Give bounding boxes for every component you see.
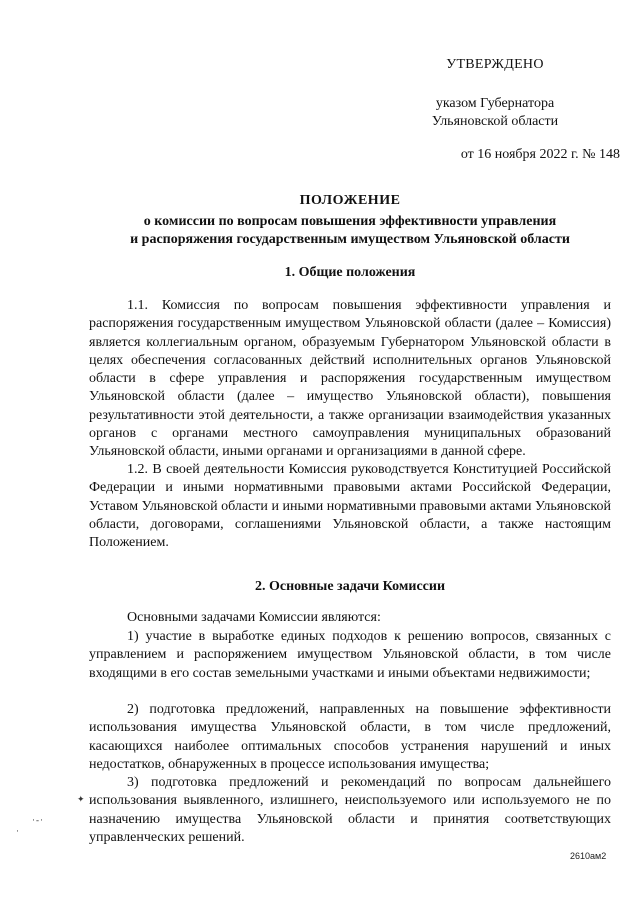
paragraph-1-2: 1.2. В своей деятельности Комиссия руководствуется Конституцией Российской Федерации и иными нормативными правовыми актами Российской Федерации, Уставом Ульяновской области и иными нормативными правовыми актами Ульяновской области, договорами, соглашениями Ульяновской области, а также настоящим Положением. xyxy=(89,462,611,551)
scan-mark: · xyxy=(16,826,19,836)
approval-authority xyxy=(380,95,610,131)
document-subtitle-line1: о комиссии по вопросам повышения эффективности управления xyxy=(143,214,557,229)
section-2-heading: 2. Основные задачи Комиссии xyxy=(254,579,446,594)
section-1-heading: 1. Общие положения xyxy=(284,265,416,280)
footer-document-code: 2610ам2 xyxy=(570,851,607,861)
approval-date: от 16 ноября 2022 г. № 148 xyxy=(460,147,620,162)
document-title: ПОЛОЖЕНИЕ xyxy=(299,193,401,208)
approval-stamp-title: УТВЕРЖДЕНО xyxy=(446,57,544,72)
task-item-3: 3) подготовка предложений и рекомендаций по вопросам дальнейшего использования выявленного, излишнего, неиспользуемого или используемого не по назначению имущества Ульяновской области и принятия соответствующих управленческих решений. xyxy=(89,775,611,845)
approval-region-line: Ульяновской области xyxy=(431,114,559,129)
paragraph-1-1: 1.1. Комиссия по вопросам повышения эффективности управления и распоряжения государственным имуществом Ульяновской области (далее – Комиссия) является коллегиальным органом, образуемым Губернатором Ульяновской области в целях обеспечения согласованных действий исполнительных органов Ульяновской области в сфере управления и распоряжения государственным имуществом Ульяновской области (далее – имущество Ульяновской области), повышения результативности этой деятельности, а также организации взаимодействия указанных органов с органами местного самоуправления муниципальных образований Ульяновской области, иными органами и организациями в данной сфере. xyxy=(89,298,611,460)
task-item-2: 2) подготовка предложений, направленных на повышение эффективности использования имущества Ульяновской области, в том числе предложений, касающихся наиболее оптимальных способов устранения нарушений и иных недостатков, обнаруженных в процессе использования имущества; xyxy=(89,702,611,772)
tasks-intro: Основными задачами Комиссии являются: xyxy=(127,610,381,625)
document-subtitle-line2: и распоряжения государственным имуществом Ульяновской области xyxy=(130,232,570,247)
scan-mark: ✦ xyxy=(77,794,85,804)
task-item-1: 1) участие в выработке единых подходов к решению вопросов, связанных с управлением и распоряжением имуществом Ульяновской области, в том числе входящими в его состав земельными участками и иными объектами недвижимости; xyxy=(89,629,611,681)
approval-by-line: указом Губернатора xyxy=(435,96,555,111)
scan-mark: ·‐· xyxy=(32,815,44,825)
